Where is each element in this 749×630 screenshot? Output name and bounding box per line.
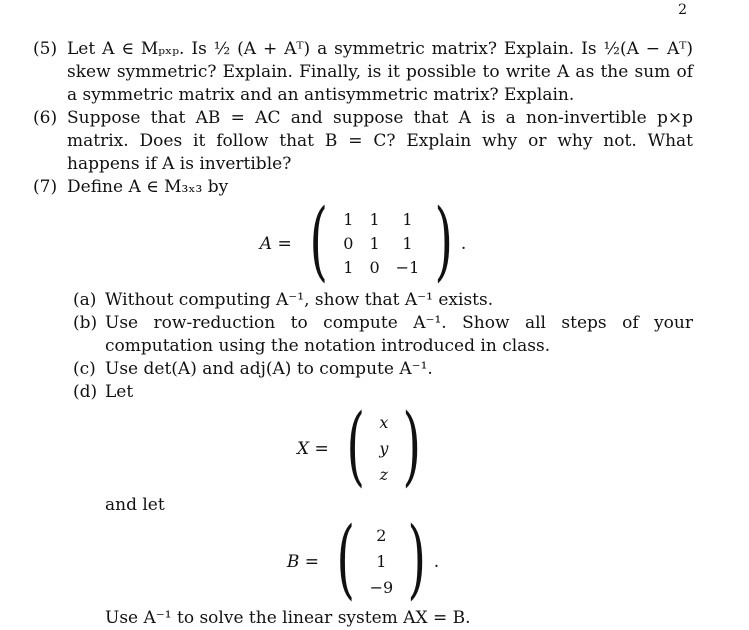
vector-x-entry: y	[379, 439, 389, 458]
vector-b-entry: −9	[369, 578, 394, 597]
matrix-a-cell: 1	[343, 258, 354, 277]
vector-b-entry: 2	[376, 526, 387, 545]
matrix-a	[302, 191, 461, 291]
vector-b-table	[363, 522, 401, 602]
part-d	[73, 381, 693, 404]
problem-text: Define A ∈ M₃ₓ₃ by	[67, 177, 229, 197]
problem-list	[33, 38, 693, 630]
vector-x-entry: z	[379, 465, 389, 484]
matrix-a-cell: 1	[343, 210, 354, 229]
matrix-a-cell: −1	[395, 258, 420, 277]
part-c	[73, 358, 693, 381]
problem-6	[33, 107, 693, 176]
problem-number: (7)	[33, 177, 58, 197]
left-paren: (	[309, 191, 328, 291]
vector-b	[329, 509, 434, 609]
matrix-a-period: .	[460, 233, 467, 254]
matrix-a-cell: 0	[343, 234, 354, 253]
problem-5	[33, 38, 693, 107]
vector-b-entry: 1	[376, 552, 387, 571]
matrix-a-cell: 1	[369, 210, 380, 229]
vector-b-label: B =	[286, 551, 319, 572]
matrix-a-cell: 0	[369, 258, 380, 277]
part-letter: (d)	[73, 382, 98, 402]
vector-x	[339, 396, 429, 496]
problem-number: (5)	[33, 39, 58, 59]
vector-x-table	[372, 409, 395, 489]
and-let-text: and let	[105, 495, 165, 515]
left-paren: (	[336, 509, 356, 609]
vector-x-display	[33, 396, 693, 496]
page-number: 2	[678, 2, 687, 18]
matrix-a-table	[335, 208, 427, 280]
part-text: Without computing A⁻¹, show that A⁻¹ exists.	[105, 290, 494, 310]
problem-text: Let A ∈ Mₚₓₚ. Is ½ (A + Aᵀ) a symmetric matrix? Explain. Is ½(A − Aᵀ) skew symmetric? Explain. Finally, is it possible to write A as the sum of a symmetric matrix and an antisymmetric matrix? Explain.	[67, 39, 693, 105]
part-letter: (b)	[73, 313, 98, 333]
part-text: Use row-reduction to compute A⁻¹. Show all steps of your computation using the notation introduced in class.	[105, 313, 693, 356]
right-paren: )	[402, 396, 422, 496]
matrix-a-cell: 1	[402, 234, 413, 253]
vector-b-display	[33, 509, 693, 609]
part-b	[73, 312, 693, 358]
problem-7-parts	[73, 289, 693, 404]
vector-b-period: .	[433, 551, 440, 572]
right-paren: )	[407, 509, 427, 609]
part-letter: (a)	[73, 290, 97, 310]
matrix-a-label: A =	[259, 233, 292, 254]
matrix-a-display	[33, 191, 693, 291]
part-letter: (c)	[73, 359, 96, 379]
vector-x-entry: x	[379, 413, 389, 432]
part-text: Let	[105, 382, 134, 402]
problem-7	[33, 176, 693, 199]
final-instruction: Use A⁻¹ to solve the linear system AX = B.	[105, 608, 471, 628]
matrix-a-cell: 1	[402, 210, 413, 229]
part-text: Use det(A) and adj(A) to compute A⁻¹.	[105, 359, 433, 379]
matrix-a-cell: 1	[369, 234, 380, 253]
part-a	[73, 289, 693, 312]
problem-text: Suppose that AB = AC and suppose that A is a non-invertible p×p matrix. Does it follow that B = C? Explain why or why not. What happens if A is invertible?	[67, 108, 693, 174]
left-paren: (	[346, 396, 365, 496]
vector-x-label: X =	[297, 438, 329, 459]
right-paren: )	[434, 191, 454, 291]
problem-number: (6)	[33, 108, 58, 128]
